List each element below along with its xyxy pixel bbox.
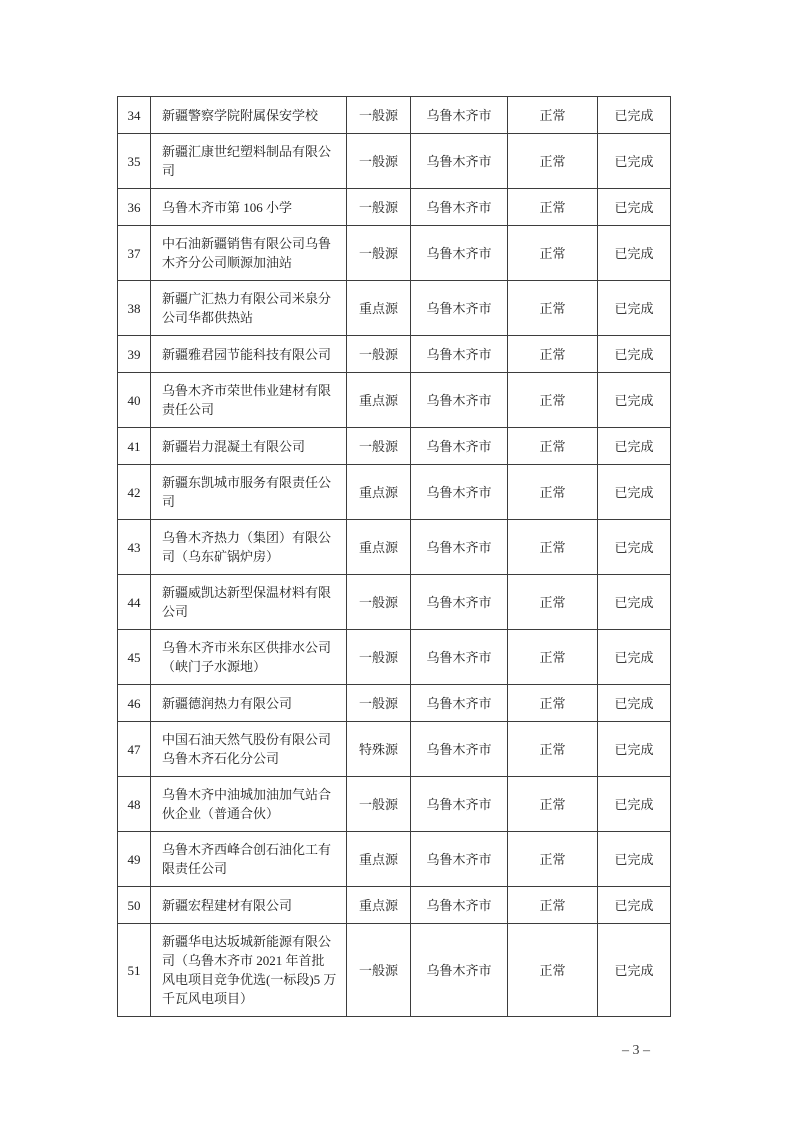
row-number-cell: 34	[118, 97, 151, 134]
source-type-cell: 一般源	[347, 97, 411, 134]
source-type-cell: 重点源	[347, 281, 411, 336]
page-number: – 3 –	[622, 1043, 650, 1058]
row-number-cell: 48	[118, 777, 151, 832]
completion-cell: 已完成	[598, 226, 671, 281]
enterprise-name-cell: 新疆东凯城市服务有限责任公司	[151, 465, 347, 520]
status-cell: 正常	[508, 373, 598, 428]
table-row	[118, 924, 671, 1017]
status-cell: 正常	[508, 189, 598, 226]
row-number-cell: 51	[118, 924, 151, 1017]
enterprise-name-cell: 新疆德润热力有限公司	[151, 685, 347, 722]
source-type-cell: 一般源	[347, 336, 411, 373]
completion-cell: 已完成	[598, 465, 671, 520]
enterprise-name-cell: 乌鲁木齐市第 106 小学	[151, 189, 347, 226]
completion-cell: 已完成	[598, 336, 671, 373]
status-cell: 正常	[508, 777, 598, 832]
status-cell: 正常	[508, 281, 598, 336]
completion-cell: 已完成	[598, 97, 671, 134]
city-cell: 乌鲁木齐市	[411, 575, 508, 630]
status-cell: 正常	[508, 832, 598, 887]
source-type-cell: 特殊源	[347, 722, 411, 777]
enterprise-name-cell: 中石油新疆销售有限公司乌鲁木齐分公司顺源加油站	[151, 226, 347, 281]
enterprise-name-cell: 乌鲁木齐热力（集团）有限公司（乌东矿锅炉房）	[151, 520, 347, 575]
completion-cell: 已完成	[598, 924, 671, 1017]
enterprise-name-cell: 新疆华电达坂城新能源有限公司（乌鲁木齐市 2021 年首批风电项目竞争优选(一标段)5 万千瓦风电项目）	[151, 924, 347, 1017]
city-cell: 乌鲁木齐市	[411, 465, 508, 520]
status-cell: 正常	[508, 428, 598, 465]
row-number-cell: 35	[118, 134, 151, 189]
source-type-cell: 重点源	[347, 520, 411, 575]
city-cell: 乌鲁木齐市	[411, 336, 508, 373]
source-type-cell: 一般源	[347, 777, 411, 832]
row-number-cell: 47	[118, 722, 151, 777]
row-number-cell: 37	[118, 226, 151, 281]
source-type-cell: 一般源	[347, 189, 411, 226]
completion-cell: 已完成	[598, 722, 671, 777]
completion-cell: 已完成	[598, 373, 671, 428]
table-row	[118, 520, 671, 575]
status-cell: 正常	[508, 465, 598, 520]
completion-cell: 已完成	[598, 685, 671, 722]
table-row	[118, 722, 671, 777]
completion-cell: 已完成	[598, 832, 671, 887]
row-number-cell: 39	[118, 336, 151, 373]
city-cell: 乌鲁木齐市	[411, 281, 508, 336]
table-row	[118, 97, 671, 134]
enterprise-name-cell: 新疆广汇热力有限公司米泉分公司华都供热站	[151, 281, 347, 336]
source-type-cell: 一般源	[347, 428, 411, 465]
completion-cell: 已完成	[598, 575, 671, 630]
completion-cell: 已完成	[598, 134, 671, 189]
enterprise-name-cell: 新疆汇康世纪塑料制品有限公司	[151, 134, 347, 189]
source-type-cell: 重点源	[347, 373, 411, 428]
enterprise-name-cell: 乌鲁木齐市荣世伟业建材有限责任公司	[151, 373, 347, 428]
city-cell: 乌鲁木齐市	[411, 428, 508, 465]
table-row	[118, 189, 671, 226]
status-cell: 正常	[508, 520, 598, 575]
city-cell: 乌鲁木齐市	[411, 722, 508, 777]
city-cell: 乌鲁木齐市	[411, 226, 508, 281]
row-number-cell: 49	[118, 832, 151, 887]
source-type-cell: 一般源	[347, 575, 411, 630]
table-row	[118, 465, 671, 520]
enterprise-name-cell: 乌鲁木齐市米东区供排水公司（峡门子水源地）	[151, 630, 347, 685]
city-cell: 乌鲁木齐市	[411, 373, 508, 428]
completion-cell: 已完成	[598, 281, 671, 336]
table-row	[118, 336, 671, 373]
table-row	[118, 281, 671, 336]
table-row	[118, 575, 671, 630]
enterprise-name-cell: 中国石油天然气股份有限公司乌鲁木齐石化分公司	[151, 722, 347, 777]
row-number-cell: 36	[118, 189, 151, 226]
status-cell: 正常	[508, 685, 598, 722]
source-type-cell: 一般源	[347, 134, 411, 189]
enterprise-name-cell: 新疆雅君园节能科技有限公司	[151, 336, 347, 373]
source-type-cell: 一般源	[347, 924, 411, 1017]
enterprise-name-cell: 新疆宏程建材有限公司	[151, 887, 347, 924]
table-row	[118, 428, 671, 465]
status-cell: 正常	[508, 630, 598, 685]
city-cell: 乌鲁木齐市	[411, 189, 508, 226]
status-cell: 正常	[508, 722, 598, 777]
source-type-cell: 一般源	[347, 685, 411, 722]
row-number-cell: 40	[118, 373, 151, 428]
table-row	[118, 373, 671, 428]
completion-cell: 已完成	[598, 777, 671, 832]
row-number-cell: 41	[118, 428, 151, 465]
status-cell: 正常	[508, 924, 598, 1017]
row-number-cell: 43	[118, 520, 151, 575]
city-cell: 乌鲁木齐市	[411, 832, 508, 887]
source-type-cell: 一般源	[347, 226, 411, 281]
status-cell: 正常	[508, 134, 598, 189]
row-number-cell: 45	[118, 630, 151, 685]
completion-cell: 已完成	[598, 630, 671, 685]
city-cell: 乌鲁木齐市	[411, 887, 508, 924]
enterprise-table-body	[118, 97, 671, 1017]
enterprise-name-cell: 新疆警察学院附属保安学校	[151, 97, 347, 134]
source-type-cell: 一般源	[347, 630, 411, 685]
table-row	[118, 685, 671, 722]
city-cell: 乌鲁木齐市	[411, 520, 508, 575]
status-cell: 正常	[508, 575, 598, 630]
row-number-cell: 38	[118, 281, 151, 336]
enterprise-table	[117, 96, 671, 1017]
status-cell: 正常	[508, 226, 598, 281]
city-cell: 乌鲁木齐市	[411, 924, 508, 1017]
completion-cell: 已完成	[598, 189, 671, 226]
row-number-cell: 50	[118, 887, 151, 924]
status-cell: 正常	[508, 336, 598, 373]
table-row	[118, 777, 671, 832]
city-cell: 乌鲁木齐市	[411, 630, 508, 685]
table-row	[118, 832, 671, 887]
status-cell: 正常	[508, 887, 598, 924]
source-type-cell: 重点源	[347, 465, 411, 520]
enterprise-name-cell: 乌鲁木齐中油城加油加气站合伙企业（普通合伙）	[151, 777, 347, 832]
table-row	[118, 887, 671, 924]
enterprise-name-cell: 新疆岩力混凝土有限公司	[151, 428, 347, 465]
completion-cell: 已完成	[598, 520, 671, 575]
enterprise-name-cell: 乌鲁木齐西峰合创石油化工有限责任公司	[151, 832, 347, 887]
city-cell: 乌鲁木齐市	[411, 134, 508, 189]
completion-cell: 已完成	[598, 428, 671, 465]
city-cell: 乌鲁木齐市	[411, 97, 508, 134]
city-cell: 乌鲁木齐市	[411, 685, 508, 722]
city-cell: 乌鲁木齐市	[411, 777, 508, 832]
table-row	[118, 134, 671, 189]
row-number-cell: 42	[118, 465, 151, 520]
table-row	[118, 630, 671, 685]
source-type-cell: 重点源	[347, 832, 411, 887]
source-type-cell: 重点源	[347, 887, 411, 924]
status-cell: 正常	[508, 97, 598, 134]
row-number-cell: 44	[118, 575, 151, 630]
completion-cell: 已完成	[598, 887, 671, 924]
table-row	[118, 226, 671, 281]
row-number-cell: 46	[118, 685, 151, 722]
enterprise-name-cell: 新疆威凯达新型保温材料有限公司	[151, 575, 347, 630]
